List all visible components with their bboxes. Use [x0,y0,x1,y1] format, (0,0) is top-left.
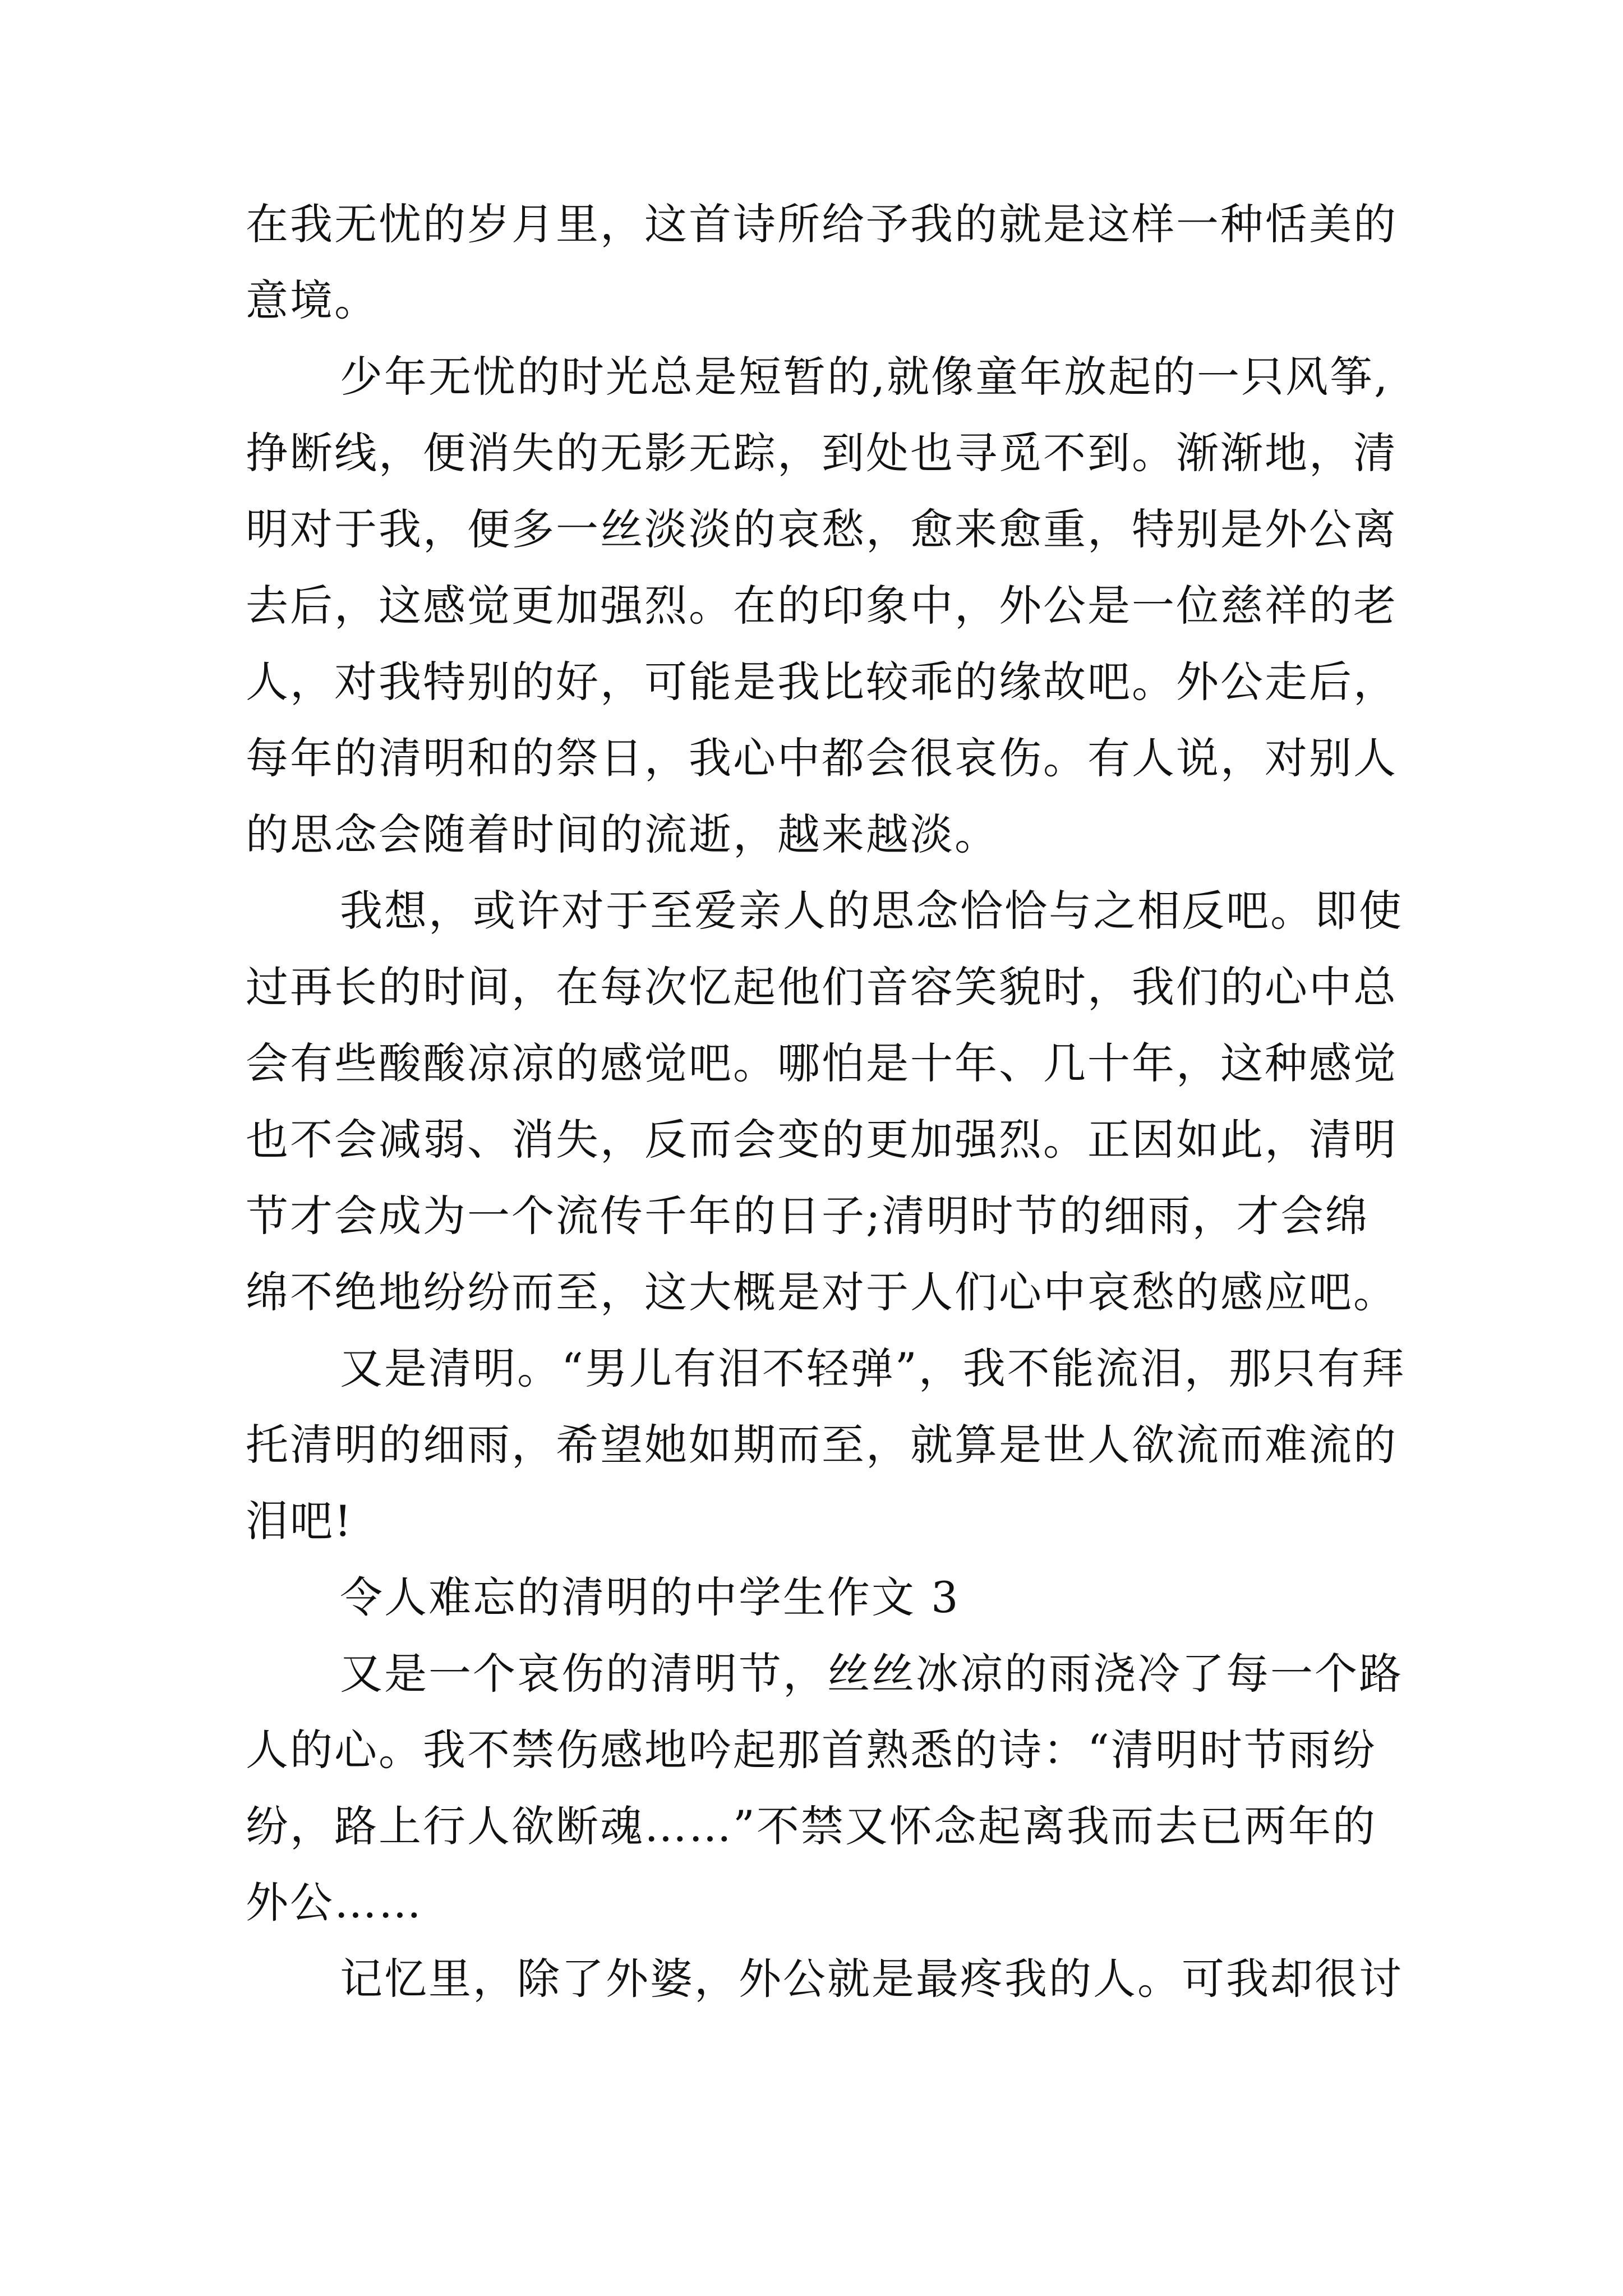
text-line: 的思念会随着时间的流逝，越来越淡。 [246,809,999,859]
text-line: 会有些酸酸凉凉的感觉吧。哪怕是十年、几十年，这种感觉 [246,1038,1398,1088]
text-line: 我想，或许对于至爱亲人的思念恰恰与之相反吧。即使 [340,886,1403,936]
text-line: 人的心。我不禁伤感地吟起那首熟悉的诗：“清明时节雨纷 [246,1725,1377,1775]
text-line: 过再长的时间，在每次忆起他们音容笑貌时，我们的心中总 [246,962,1398,1012]
text-line: 少年无忧的时光总是短暂的,就像童年放起的一只风筝, [340,352,1390,402]
text-line: 明对于我，便多一丝淡淡的哀愁，愈来愈重，特别是外公离 [246,504,1398,554]
text-line: 节才会成为一个流传千年的日子;清明时节的细雨，才会绵 [246,1191,1370,1241]
text-line: 绵不绝地纷纷而至，这大概是对于人们心中哀愁的感应吧。 [246,1267,1398,1317]
text-line: 去后，这感觉更加强烈。在的印象中，外公是一位慈祥的老 [246,581,1398,631]
text-line: 又是一个哀伤的清明节，丝丝冰凉的雨浇冷了每一个路 [340,1649,1403,1699]
text-line: 意境。 [246,275,379,325]
text-line: 外公…… [246,1878,423,1927]
text-line: 记忆里，除了外婆，外公就是最疼我的人。可我却很讨 [340,1954,1403,2004]
text-line: 纷，路上行人欲断魂……”不禁又怀念起离我而去已两年的 [246,1801,1377,1851]
section-heading: 令人难忘的清明的中学生作文 3 [340,1572,960,1622]
text-line: 泪吧! [246,1496,353,1546]
text-line: 人，对我特别的好，可能是我比较乖的缘故吧。外公走后， [246,657,1398,707]
text-line: 在我无忧的岁月里，这首诗所给予我的就是这样一种恬美的 [246,199,1398,249]
text-line: 也不会减弱、消失，反而会变的更加强烈。正因如此，清明 [246,1115,1398,1165]
text-line: 每年的清明和的祭日，我心中都会很哀伤。有人说，对别人 [246,733,1398,783]
text-line: 又是清明。“男儿有泪不轻弹”，我不能流泪，那只有拜 [340,1343,1406,1393]
text-line: 挣断线，便消失的无影无踪，到处也寻觅不到。渐渐地，清 [246,428,1398,478]
text-line: 托清明的细雨，希望她如期而至，就算是世人欲流而难流的 [246,1420,1398,1470]
